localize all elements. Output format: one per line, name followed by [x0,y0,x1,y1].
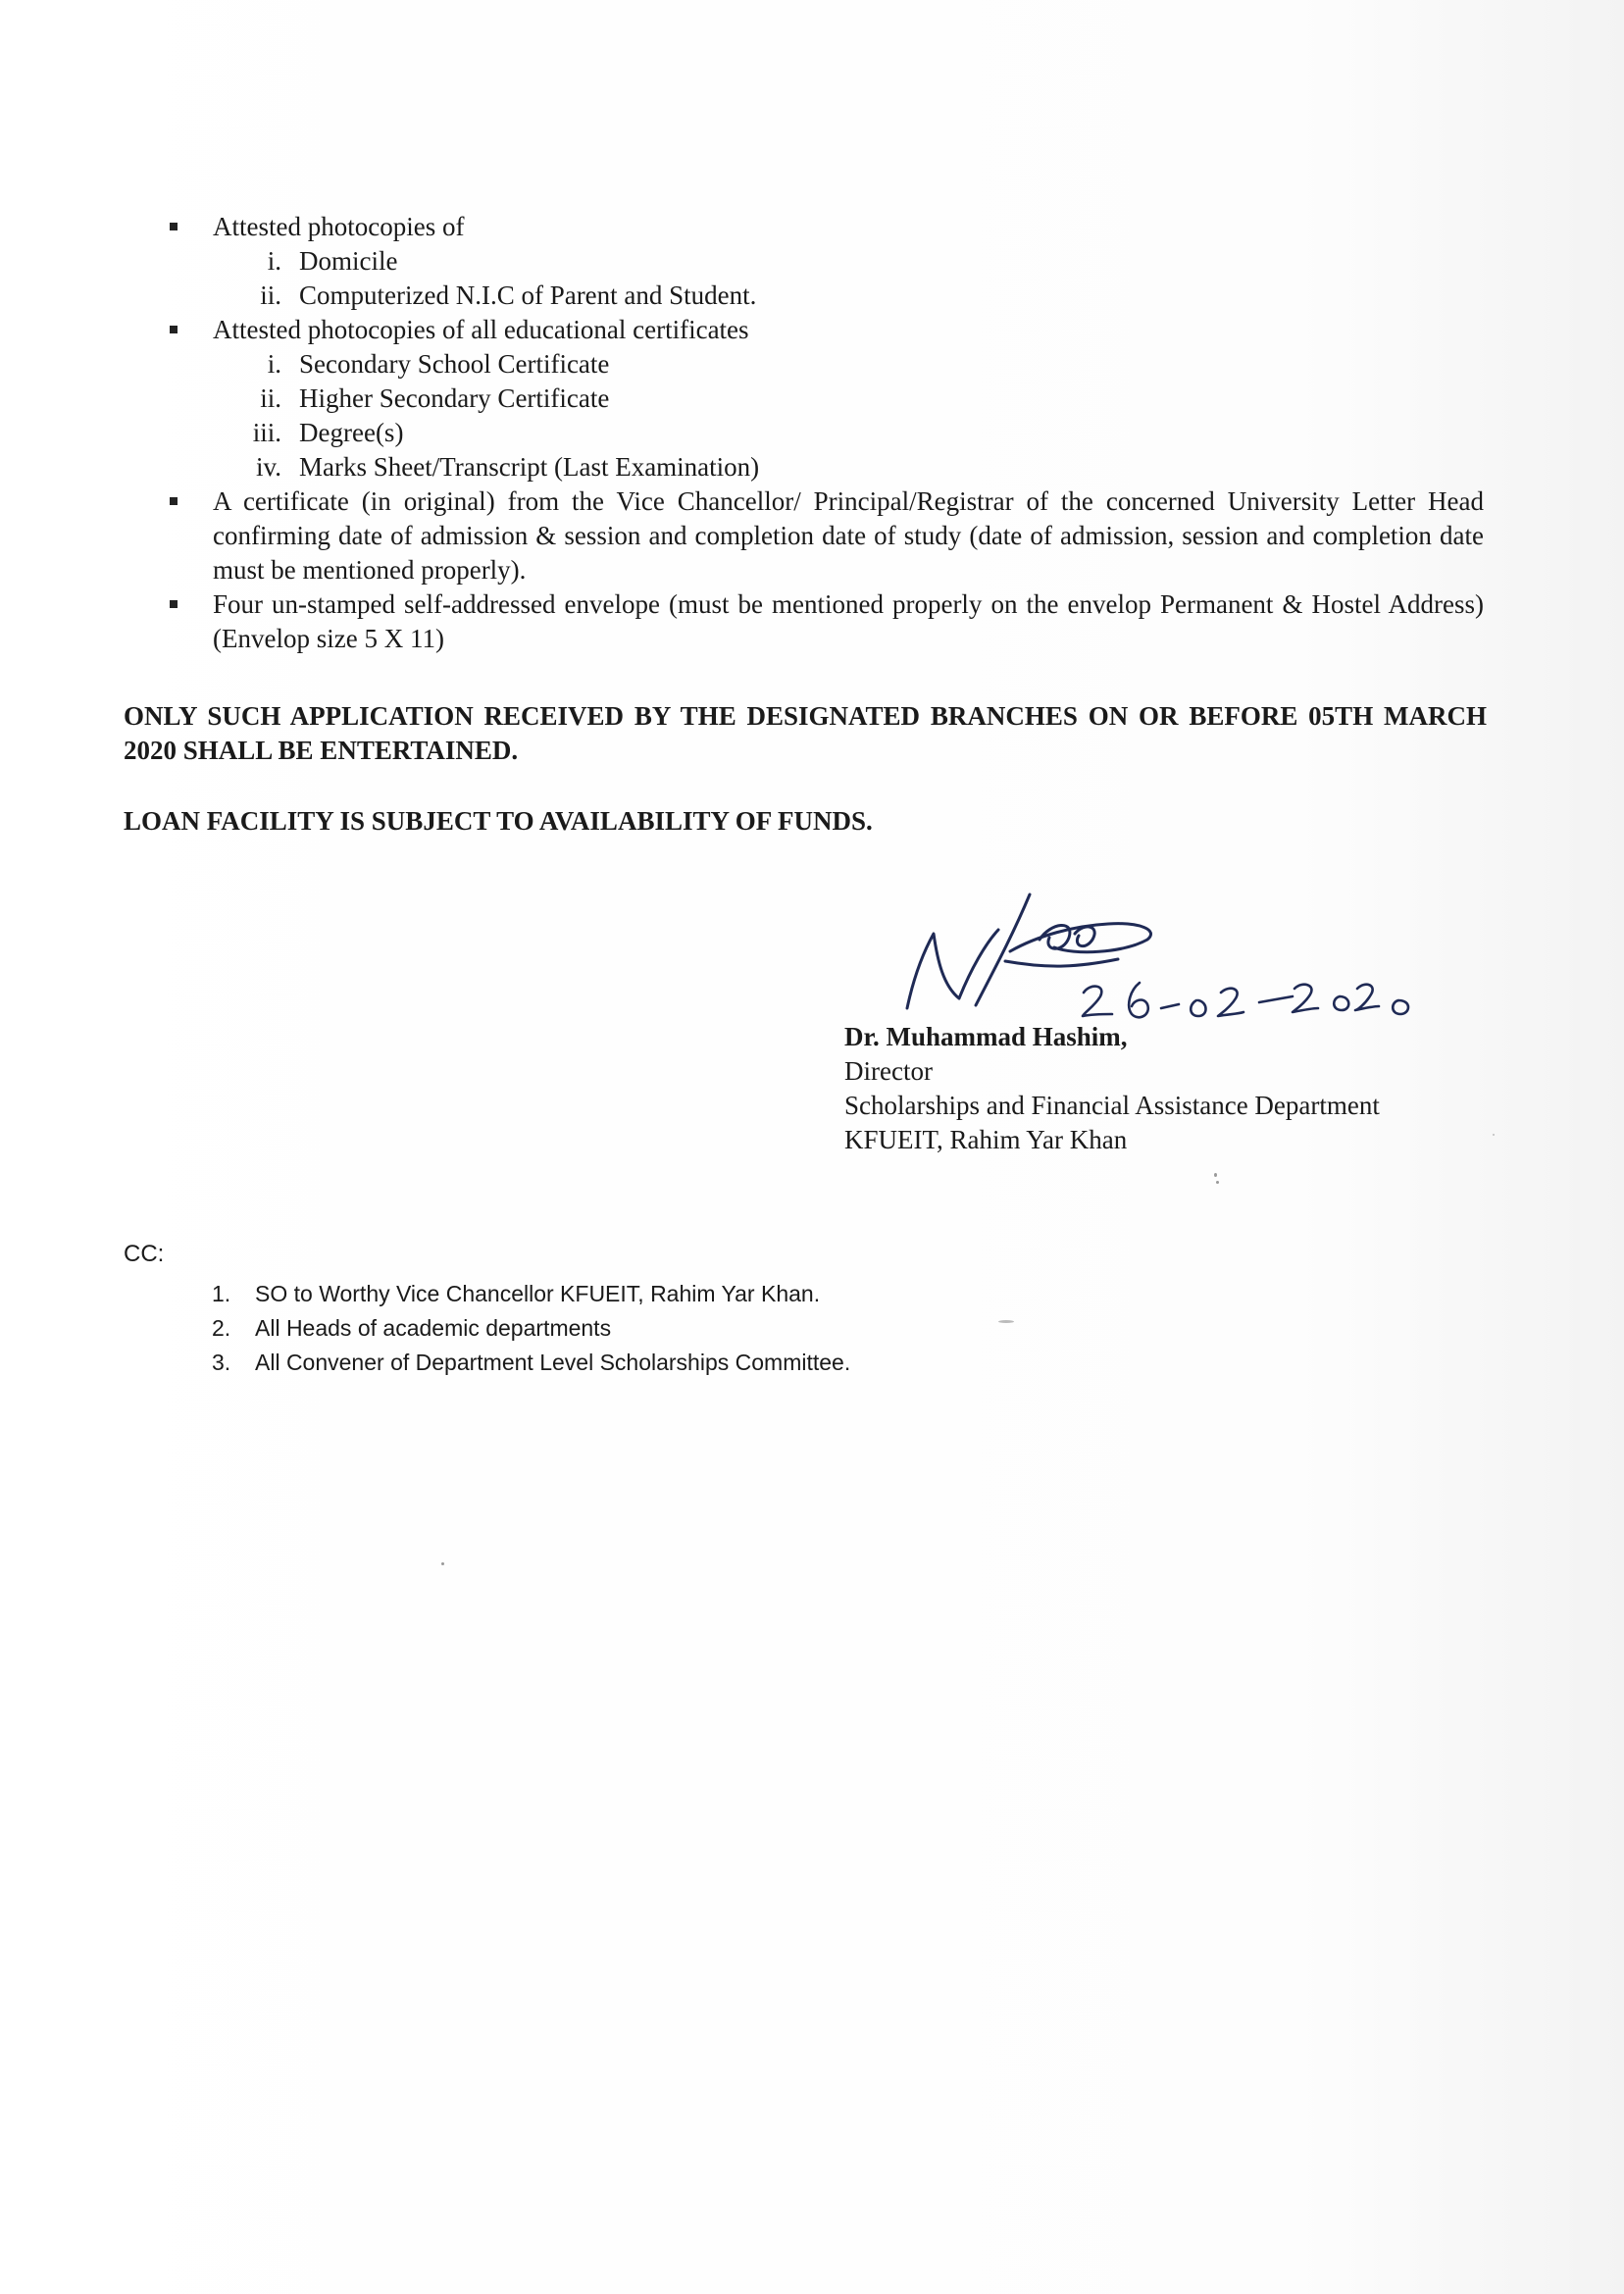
signature-stroke [907,930,998,1008]
date-digit-stroke [1191,1000,1205,1016]
cc-item-number: 3. [212,1350,231,1375]
cc-item [212,1277,850,1311]
date-digit-stroke [1129,983,1148,1017]
sublist-number: ii. [260,383,281,413]
scan-speck [441,1562,444,1565]
signatory-block [844,1020,1380,1157]
sublist-item [213,279,1484,313]
sublist-text: Marks Sheet/Transcript (Last Examination) [299,452,760,482]
date-digit-stroke [1393,1000,1408,1014]
date-dash-stroke [1259,996,1293,1002]
cc-item [212,1346,850,1380]
date-dash-stroke [1161,1004,1179,1008]
cc-list [212,1277,850,1380]
scan-speck [1214,1173,1217,1177]
handwritten-signature [883,883,1491,1040]
scan-speck [1216,1181,1219,1184]
scan-speck [1493,1134,1495,1136]
sublist-number: iii. [252,418,281,447]
sublist-item [213,416,1484,450]
cc-item-text: SO to Worthy Vice Chancellor KFUEIT, Rahim Yar Khan. [255,1281,821,1306]
requirement-item [170,587,1484,656]
date-digit-stroke [1293,985,1318,1012]
requirement-sublist [213,347,1484,484]
requirement-text: A certificate (in original) from the Vice Chancellor/ Principal/Registrar of the concerned University Letter Head confirming date of admission & session and completion date of study (date of admission, session and completion date must be mentioned properly). [213,486,1484,585]
deadline-notice: ONLY SUCH APPLICATION RECEIVED BY THE DESIGNATED BRANCHES ON OR BEFORE 05TH MARCH 2020 SHALL BE ENTERTAINED. [124,701,1487,765]
sublist-number: i. [267,349,281,379]
sublist-item [213,382,1484,416]
bullet-square-icon [170,600,178,608]
requirement-sublist [213,244,1484,313]
date-digit-stroke [1083,987,1112,1016]
requirement-item [170,484,1484,587]
sublist-item [213,347,1484,382]
sublist-item [213,450,1484,484]
bullet-square-icon [170,326,178,333]
sublist-number: ii. [260,280,281,310]
date-digit-stroke [1334,996,1348,1010]
cc-item [212,1311,850,1346]
scan-speck [998,1320,1014,1323]
signatory-institution: KFUEIT, Rahim Yar Khan [844,1125,1128,1154]
date-digit-stroke [1218,989,1243,1016]
bullet-square-icon [170,223,178,230]
date-digit-stroke [1355,985,1379,1010]
requirement-item [170,313,1484,484]
cc-label: CC: [124,1241,165,1267]
sublist-number: i. [267,246,281,276]
sublist-text: Secondary School Certificate [299,349,610,379]
bullet-square-icon [170,497,178,505]
signatory-department: Scholarships and Financial Assistance Department [844,1091,1380,1120]
signatory-title: Director [844,1056,933,1086]
requirement-text: Four un-stamped self-addressed envelope (must be mentioned properly on the envelop Permanent & Hostel Address) (Envelop size 5 X 11) [213,589,1484,653]
cc-item-number: 2. [212,1315,231,1341]
sublist-text: Higher Secondary Certificate [299,383,610,413]
signature-stroke [1005,959,1118,966]
requirement-text: Attested photocopies of all educational certificates [213,315,749,344]
signatory-name: Dr. Muhammad Hashim, [844,1022,1128,1051]
requirement-text: Attested photocopies of [213,212,465,241]
sublist-item [213,244,1484,279]
sublist-text: Degree(s) [299,418,404,447]
sublist-text: Domicile [299,246,398,276]
sublist-number: iv. [256,452,281,482]
cc-item-text: All Heads of academic departments [255,1315,612,1341]
sublist-text: Computerized N.I.C of Parent and Student. [299,280,757,310]
cc-item-number: 1. [212,1281,231,1306]
requirements-list [170,210,1484,656]
funds-notice: LOAN FACILITY IS SUBJECT TO AVAILABILITY OF FUNDS. [124,806,873,836]
cc-item-text: All Convener of Department Level Scholarships Committee. [255,1350,851,1375]
requirement-item [170,210,1484,313]
